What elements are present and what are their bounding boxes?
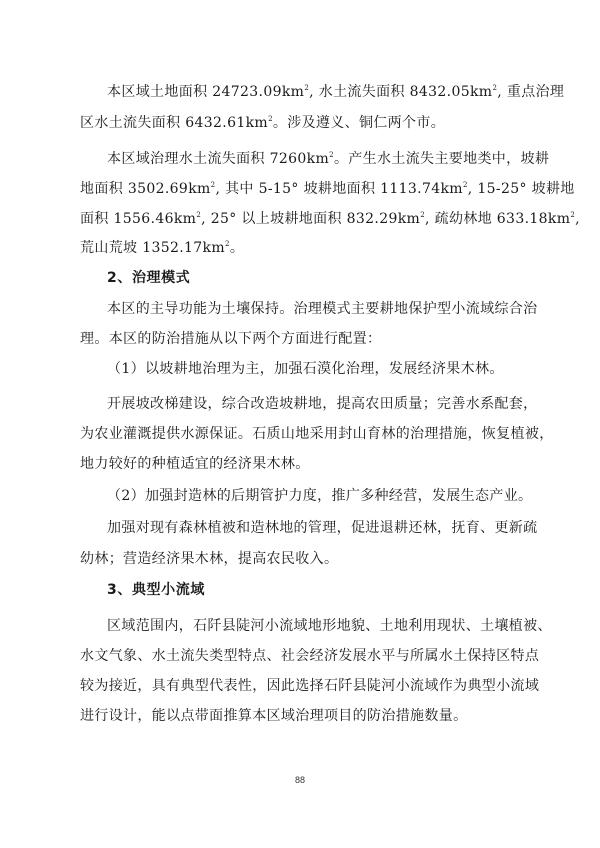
superscript-two: 2 (462, 181, 468, 189)
paragraph-1-line-2: 区水土流失面积 $6432.61km^2$。涉及遵义、铜仁两个市。 (80, 115, 446, 131)
section-heading-3: 3、典型小流域 (107, 582, 205, 598)
paragraph-8-line-1: 区域范围内，石阡县陡河小流域地形地貌、土地利用现状、土壤植被、 (107, 618, 552, 634)
measure-item-2: （2）加强封造林的后期管护力度，推广多种经营，发展生态产业。 (107, 488, 533, 504)
paragraph-1-line-1: 本区域土地面积 $24723.09km^2$, 水土流失面积 $8432.05km^2$, 重点治理 (107, 84, 565, 100)
superscript-two: 2 (570, 211, 576, 219)
paragraph-7-line-2: 幼林；营造经济果木林，提高农民收入。 (80, 551, 339, 567)
paragraph-8-line-3: 较为接近，具有典型代表性，因此选择石阡县陡河小流域作为典型小流域 (80, 678, 540, 694)
section-heading-2: 2、治理模式 (107, 270, 191, 286)
paragraph-8-line-4: 进行设计，能以点带面推算本区域治理项目的防治措施数量。 (80, 708, 468, 724)
paragraph-5-line-3: 地力较好的种植适宜的经济果木林。 (80, 456, 310, 472)
measure-item-1: （1）以坡耕地治理为主，加强石漠化治理，发展经济果木林。 (107, 361, 504, 377)
superscript-two: 2 (196, 211, 202, 219)
paragraph-5-line-2: 为农业灌溉提供水源保证。石质山地采用封山育林的治理措施，恢复植被， (80, 426, 554, 442)
paragraph-7-line-1: 加强对现有森林植被和造林地的管理，促进退耕还林，抚育、更新疏 (107, 520, 538, 536)
paragraph-2-line-4: 荒山荒坡 $1352.17km^2$。 (80, 240, 245, 256)
paragraph-8-line-2: 水文气象、水土流失类型特点、社会经济发展水平与所属水土保持区特点 (80, 648, 540, 664)
paragraph-5-line-1: 开展坡改梯建设，综合改造坡耕地，提高农田质量；完善水系配套， (107, 396, 538, 412)
superscript-two: 2 (420, 211, 425, 219)
superscript-two: 2 (210, 181, 216, 189)
paragraph-2-line-1: 本区域治理水土流失面积 $7260km^2$。产生水土流失主要地类中，坡耕 (107, 151, 550, 167)
superscript-two: 2 (304, 84, 310, 92)
paragraph-2-line-3: 面积 $1556.46km^2$, 25° 以上坡耕地面积 $832.29km^2$, 疏幼林地 $633.18km^2$, (80, 211, 580, 227)
superscript-two: 2 (268, 115, 273, 123)
paragraph-3-line-1: 本区的主导功能为土壤保持。治理模式主要耕地保护型小流域综合治 (107, 301, 538, 317)
superscript-two: 2 (492, 84, 498, 92)
paragraph-2-line-2: 地面积 $3502.69km^2$, 其中 5-15° 坡耕地面积 $1113.74km^2$, 15-25° 坡耕地 (80, 181, 575, 197)
superscript-two: 2 (329, 151, 334, 159)
paragraph-3-line-2: 理。本区的防治措施从以下两个方面进行配置： (80, 331, 382, 347)
superscript-two: 2 (225, 240, 230, 248)
page-number: 88 (294, 775, 305, 785)
